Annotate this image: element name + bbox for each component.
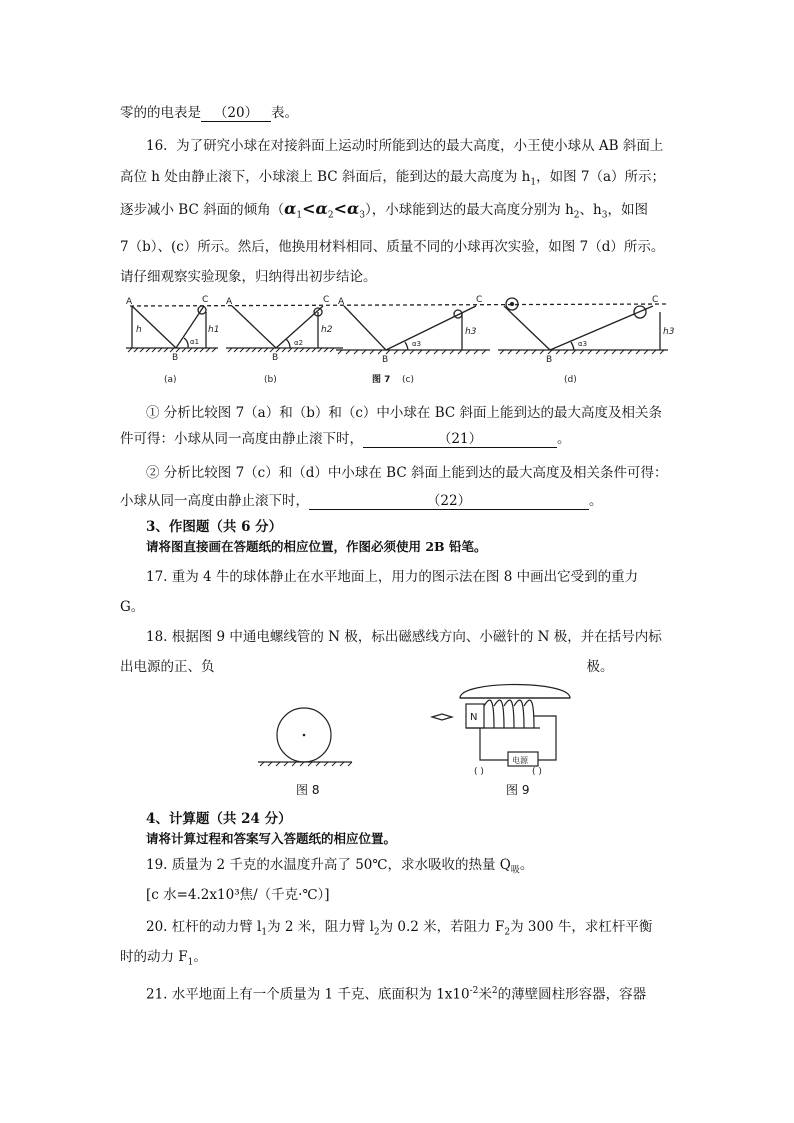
label-h2: h2 [321,325,333,335]
text: 件可得：小球从同一高度由静止滚下时， [120,431,363,447]
subscript: 2 [327,210,334,221]
text: 高位 h 处由静止滚下，小球滚上 BC 斜面后，能到达的最大高度为 h [120,169,531,185]
text: 的薄壁圆柱形容器，容器 [497,986,647,1003]
q16-line-3 [120,200,648,225]
caption-a: (a) [164,375,177,385]
text: 时的动力 F [120,949,188,965]
text: 米 [478,986,492,1003]
figure-7 [118,292,678,392]
q17-line-2: G。 [120,599,145,615]
text: 零的的电表是 [120,105,201,121]
caption-b: (b) [264,375,277,385]
label-A: A [126,297,133,307]
label-B: B [172,353,179,363]
subscript: 2 [504,927,511,938]
q20-line-2 [120,948,207,972]
subscript: 2 [373,927,380,938]
subscript: 2 [573,210,580,221]
q21-line-1 [146,982,646,1004]
text: ，如图 [607,202,648,218]
label-B: B [382,355,389,365]
compass-needle-icon [432,714,452,720]
label-A: A [338,297,345,307]
section-4-instruction: 请将计算过程和答案写入答题纸的相应位置。 [146,831,397,846]
text: ），小球能到达的最大高度分别为 h [365,202,574,218]
subscript: 吸 [510,865,520,876]
label-source: 电源 [512,756,528,765]
text: 为 2 米，阻力臂 l [267,919,374,935]
label-alpha3: α3 [412,340,422,348]
circuit-wire [480,716,556,760]
alpha: α [315,199,328,218]
figure-8-caption: 图 8 [296,783,320,797]
text: 表。 [271,105,298,121]
text: 、h [579,202,602,218]
q19-line-2: [c 水=4.2x10³焦/（千克·℃）] [146,887,330,903]
q20-line-1 [146,918,652,942]
text: 19. 质量为 2 千克的水温度升高了 50℃，求水吸收的热量 Q [146,857,511,873]
caption-c: (c) [402,375,414,385]
text: 。 [589,493,603,509]
caption-d: (d) [564,375,577,385]
blank-22[interactable]: （22） [309,493,589,510]
text: 为 300 牛，求杠杆平衡 [510,919,653,935]
text: 为了研究小球在对接斜面上运动时所能到达的最大高度，小王使小球从 AB 斜面上 [176,138,664,154]
label-alpha1: α1 [190,338,200,346]
dashed-height-line [130,304,666,306]
q19-line-1 [146,856,533,880]
text: 极。 [586,659,614,675]
subscript: 1 [296,210,303,221]
figure-title: 图 7 [372,375,391,385]
q16-line-2 [120,168,665,192]
label-C: C [476,295,483,305]
q16-line-5: 请仔细观察实验现象，归纳得出初步结论。 [120,269,377,285]
label-C: C [323,295,330,305]
question-number: 16. [146,138,168,154]
label-h3: h3 [465,327,477,337]
lt: < [302,199,316,218]
label-N: N [470,712,478,723]
text: 。 [193,949,207,965]
subscript: 1 [530,177,537,188]
q16-sub2-line-2 [120,492,603,510]
text: 21. 水平地面上有一个质量为 1 千克、底面积为 1x10 [146,986,470,1003]
label-C: C [202,295,209,305]
label-h: h [136,325,142,335]
text: 出电源的正、负 [120,659,215,675]
bracket-right[interactable]: ( ) [532,767,542,777]
text: 为 0.2 米，若阻力 F [379,919,505,935]
figure-9 [430,670,580,780]
superscript: 2 [491,986,498,996]
text: ，如图 7（a）所示； [536,169,666,185]
q16-sub1-line-2 [120,430,571,448]
field-region [460,685,570,699]
label-alpha2: α2 [294,339,304,347]
ball-center [303,734,306,737]
alpha: α [347,199,360,218]
blank-20[interactable]: （20） [201,105,271,122]
alpha: α [284,199,297,218]
label-B: B [546,355,553,365]
q16-line-4: 7（b）、(c）所示。然后，他换用材料相同、质量不同的小球再次实验，如图 7（d）所示。 [120,239,665,255]
section-3-title: 3、作图题（共 6 分） [146,519,283,535]
label-A: A [226,297,233,307]
lt: < [333,199,347,218]
ground-hatch [128,348,664,354]
superscript: -2 [469,986,479,996]
text: 。 [557,431,571,447]
q18-line-1: 18. 根据图 9 中通电螺线管的 N 极，标出磁感线方向、小磁针的 N 极，并在括号内标 [146,629,662,645]
figure-9-caption: 图 9 [506,783,530,797]
line-top [120,104,298,122]
q17-line-1: 17. 重为 4 牛的球体静止在水平地面上，用力的图示法在图 8 中画出它受到的重力 [146,569,639,585]
label-h3: h3 [663,327,675,337]
label-h1: h1 [208,325,220,335]
q16-sub2-line-1: ② 分析比较图 7（c）和（d）中小球在 BC 斜面上能到达的最大高度及相关条件可得： [146,465,668,481]
label-C: C [652,295,659,305]
q16-sub1-line-1: ① 分析比较图 7（a）和（b）和（c）中小球在 BC 斜面上能到达的最大高度及相关条 [146,405,663,421]
q16-line-1 [146,137,663,155]
subscript: 1 [261,927,268,938]
coil [484,700,534,728]
text: 逐步减小 BC 斜面的倾角（ [120,202,285,218]
label-B: B [272,353,279,363]
text: 。 [519,857,534,873]
subscript: 1 [187,957,194,968]
section-4-title: 4、计算题（共 24 分） [146,811,292,827]
subscript: 3 [359,210,366,221]
text: 小球从同一高度由静止滚下时， [120,493,309,509]
subscript: 3 [601,210,608,221]
bracket-left[interactable]: ( ) [474,767,484,777]
label-alpha3: α3 [578,340,588,348]
figure-8 [256,705,356,767]
blank-21[interactable]: （21） [363,431,557,448]
section-3-instruction: 请将图直接画在答题纸的相应位置，作图必须使用 2B 铅笔。 [146,539,487,554]
text: 20. 杠杆的动力臂 l [146,919,262,935]
